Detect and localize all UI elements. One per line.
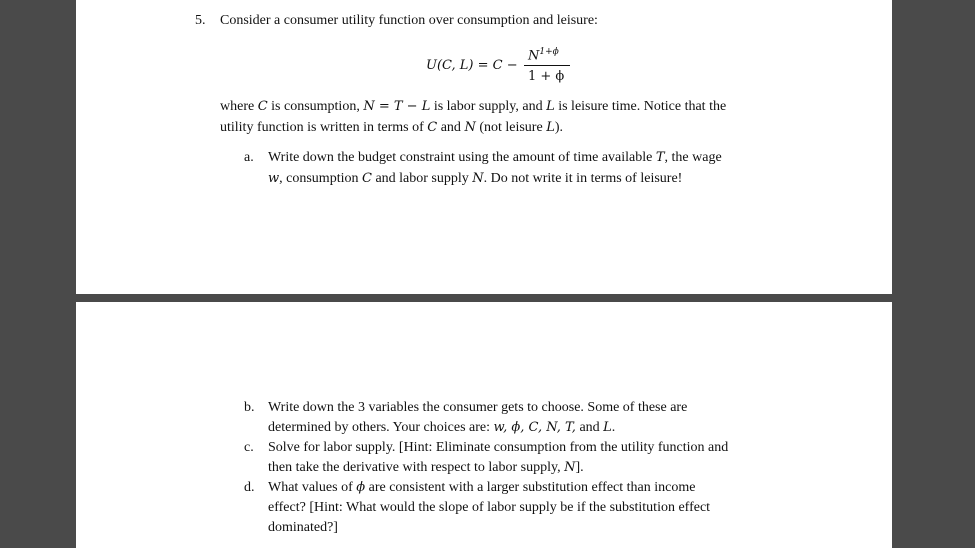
part-d-line-2: effect? [Hint: What would the slope of labor supply be if the substitution effect <box>268 500 711 515</box>
equation-lhs: U(C, L) = C − <box>426 58 518 73</box>
equation-denominator: 1 + ϕ <box>528 69 565 84</box>
question-number: 5. <box>195 13 206 28</box>
part-c-line-1: Solve for labor supply. [Hint: Eliminate consumption from the utility function and <box>268 440 729 455</box>
document-page-1 <box>76 0 892 294</box>
where-line-2: utility function is written in terms of C and N (not leisure L). <box>220 120 563 135</box>
part-b-label: b. <box>244 400 255 415</box>
part-d-line-1: What values of ϕ are consistent with a larger substitution effect than income <box>268 480 696 495</box>
part-d-line-3: dominated?] <box>268 520 338 535</box>
numerator-base: N <box>528 48 540 64</box>
question-intro: Consider a consumer utility function over consumption and leisure: <box>220 13 598 28</box>
part-a-line-2: w, consumption C and labor supply N. Do not write it in terms of leisure! <box>268 171 683 186</box>
part-a-label: a. <box>244 150 254 165</box>
part-d-label: d. <box>244 480 255 495</box>
document-page-2 <box>76 302 892 548</box>
part-c-label: c. <box>244 440 254 455</box>
fraction-bar <box>524 65 570 66</box>
part-c-line-2: then take the derivative with respect to labor supply, N]. <box>268 460 584 475</box>
numerator-exponent: 1+ϕ <box>539 47 559 57</box>
where-line-1: where C is consumption, N = T − L is labor supply, and L is leisure time. Notice that the <box>220 99 727 114</box>
part-b-line-1: Write down the 3 variables the consumer gets to choose. Some of these are <box>268 400 688 415</box>
part-a-line-1: Write down the budget constraint using the amount of time available T, the wage <box>268 150 722 165</box>
equation-numerator <box>528 42 559 66</box>
part-b-line-2: determined by others. Your choices are: w, ϕ, C, N, T, and L. <box>268 420 616 435</box>
